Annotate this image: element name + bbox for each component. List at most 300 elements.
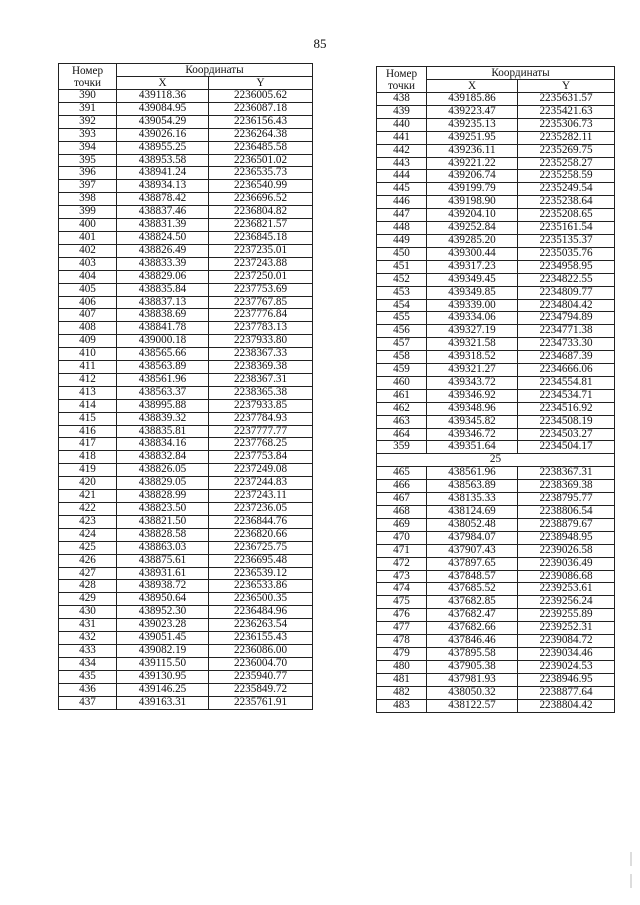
table-row [377, 338, 615, 351]
x-coordinate-cell: 438953.58 [117, 154, 209, 167]
point-number-cell: 422 [59, 503, 117, 516]
x-coordinate-cell: 438561.96 [117, 373, 209, 386]
point-number-cell: 436 [59, 683, 117, 696]
table-row [59, 528, 313, 541]
table-row [377, 583, 615, 596]
point-number-cell: 445 [377, 183, 427, 196]
table-row [377, 673, 615, 686]
x-coordinate-cell: 438122.57 [427, 699, 518, 712]
table-row [59, 128, 313, 141]
x-coordinate-cell: 439204.10 [427, 209, 518, 222]
y-coordinate-cell: 2238806.54 [518, 506, 615, 519]
x-coordinate-cell: 437905.38 [427, 660, 518, 673]
y-coordinate-cell: 2238877.64 [518, 686, 615, 699]
x-coordinate-cell: 439351.64 [427, 441, 518, 454]
y-coordinate-cell: 2237249.08 [209, 464, 313, 477]
table-row [377, 415, 615, 428]
y-coordinate-cell: 2234666.06 [518, 364, 615, 377]
point-number-cell: 481 [377, 673, 427, 686]
point-number-cell: 467 [377, 493, 427, 506]
page-number: 85 [313, 36, 327, 51]
y-coordinate-cell: 2237243.11 [209, 490, 313, 503]
x-coordinate-cell: 439115.50 [117, 657, 209, 670]
y-coordinate-cell: 2236501.02 [209, 154, 313, 167]
table-row [377, 493, 615, 506]
point-number-cell: 447 [377, 209, 427, 222]
point-number-cell: 410 [59, 348, 117, 361]
y-coordinate-cell: 2235208.65 [518, 209, 615, 222]
table-row [377, 660, 615, 673]
x-coordinate-cell: 438952.30 [117, 606, 209, 619]
x-coordinate-cell: 438832.84 [117, 451, 209, 464]
y-coordinate-cell: 2239024.53 [518, 660, 615, 673]
table-row [59, 593, 313, 606]
x-coordinate-cell: 438561.96 [427, 467, 518, 480]
point-number-cell: 432 [59, 632, 117, 645]
point-number-cell: 473 [377, 570, 427, 583]
x-coordinate-cell: 438565.66 [117, 348, 209, 361]
table-row [377, 518, 615, 531]
x-coordinate-cell: 438834.16 [117, 438, 209, 451]
y-coordinate-cell: 2236695.48 [209, 554, 313, 567]
table-row [59, 296, 313, 309]
x-coordinate-cell: 439252.84 [427, 222, 518, 235]
y-coordinate-cell: 2236156.43 [209, 115, 313, 128]
point-number-cell: 424 [59, 528, 117, 541]
table-row [59, 503, 313, 516]
table-row [377, 170, 615, 183]
point-number-cell: 458 [377, 351, 427, 364]
y-coordinate-cell: 2235035.76 [518, 247, 615, 260]
column-header-number [377, 67, 427, 93]
x-coordinate-cell: 438829.05 [117, 477, 209, 490]
point-number-cell: 433 [59, 644, 117, 657]
point-number-cell: 409 [59, 335, 117, 348]
table-row [377, 183, 615, 196]
table-row [377, 325, 615, 338]
y-coordinate-cell: 2239084.72 [518, 635, 615, 648]
table-row [377, 364, 615, 377]
x-coordinate-cell: 439285.20 [427, 234, 518, 247]
x-coordinate-cell: 437682.47 [427, 609, 518, 622]
right-table-separator [377, 454, 615, 467]
y-coordinate-cell: 2236005.62 [209, 90, 313, 103]
point-number-cell: 450 [377, 247, 427, 260]
column-header-x: X [427, 80, 518, 93]
y-coordinate-cell: 2238365.38 [209, 386, 313, 399]
point-number-cell: 435 [59, 670, 117, 683]
y-coordinate-cell: 2237768.25 [209, 438, 313, 451]
column-header-number [59, 64, 117, 90]
y-coordinate-cell: 2234508.19 [518, 415, 615, 428]
point-number-cell: 359 [377, 441, 427, 454]
y-coordinate-cell: 2238795.77 [518, 493, 615, 506]
y-coordinate-cell: 2236845.18 [209, 231, 313, 244]
point-number-cell: 444 [377, 170, 427, 183]
x-coordinate-cell: 439318.52 [427, 351, 518, 364]
x-coordinate-cell: 439199.79 [427, 183, 518, 196]
x-coordinate-cell: 437984.07 [427, 531, 518, 544]
table-row [377, 118, 615, 131]
x-coordinate-cell: 438941.24 [117, 167, 209, 180]
table-row [59, 554, 313, 567]
point-number-cell: 416 [59, 425, 117, 438]
table-row [59, 644, 313, 657]
point-number-cell: 431 [59, 619, 117, 632]
x-coordinate-cell: 438563.37 [117, 386, 209, 399]
x-coordinate-cell: 438826.49 [117, 244, 209, 257]
y-coordinate-cell: 2239255.89 [518, 609, 615, 622]
y-coordinate-cell: 2237250.01 [209, 270, 313, 283]
table-row [59, 309, 313, 322]
y-coordinate-cell: 2235761.91 [209, 696, 313, 709]
point-number-cell: 429 [59, 593, 117, 606]
x-coordinate-cell: 438563.89 [427, 480, 518, 493]
y-coordinate-cell: 2239252.31 [518, 622, 615, 635]
point-number-cell: 408 [59, 322, 117, 335]
x-coordinate-cell: 439023.28 [117, 619, 209, 632]
table-row [377, 351, 615, 364]
table-row [377, 209, 615, 222]
y-coordinate-cell: 2238946.95 [518, 673, 615, 686]
x-coordinate-cell: 438955.25 [117, 141, 209, 154]
table-row [59, 335, 313, 348]
table-row [377, 635, 615, 648]
point-number-cell: 442 [377, 144, 427, 157]
y-coordinate-cell: 2234822.55 [518, 273, 615, 286]
table-row [59, 270, 313, 283]
point-number-cell: 479 [377, 647, 427, 660]
y-coordinate-cell: 2235161.54 [518, 222, 615, 235]
point-number-cell: 451 [377, 260, 427, 273]
x-coordinate-cell: 439236.11 [427, 144, 518, 157]
x-coordinate-cell: 439206.74 [427, 170, 518, 183]
table-row [377, 557, 615, 570]
table-row [377, 467, 615, 480]
y-coordinate-cell: 2237777.77 [209, 425, 313, 438]
y-coordinate-cell: 2236540.99 [209, 180, 313, 193]
table-row [377, 622, 615, 635]
y-coordinate-cell: 2237784.93 [209, 412, 313, 425]
table-row [59, 102, 313, 115]
point-number-cell: 401 [59, 231, 117, 244]
x-coordinate-cell: 438950.64 [117, 593, 209, 606]
table-row [59, 399, 313, 412]
table-row [377, 428, 615, 441]
table-row [59, 580, 313, 593]
x-coordinate-cell: 437981.93 [427, 673, 518, 686]
table-row [377, 596, 615, 609]
x-coordinate-cell: 439346.92 [427, 389, 518, 402]
point-number-cell: 418 [59, 451, 117, 464]
x-coordinate-cell: 438839.32 [117, 412, 209, 425]
x-coordinate-cell: 439118.36 [117, 90, 209, 103]
y-coordinate-cell: 2234809.77 [518, 286, 615, 299]
table-row [59, 696, 313, 709]
point-number-cell: 421 [59, 490, 117, 503]
table-row [377, 273, 615, 286]
y-coordinate-cell: 2235258.27 [518, 157, 615, 170]
point-number-cell: 449 [377, 234, 427, 247]
x-coordinate-cell: 438841.78 [117, 322, 209, 335]
table-row [377, 389, 615, 402]
x-coordinate-cell: 439346.72 [427, 428, 518, 441]
y-coordinate-cell: 2237933.80 [209, 335, 313, 348]
table-row [59, 167, 313, 180]
y-coordinate-cell: 2235631.57 [518, 93, 615, 106]
table-row [377, 441, 615, 454]
x-coordinate-cell: 438823.50 [117, 503, 209, 516]
table-row [59, 373, 313, 386]
y-coordinate-cell: 2237235.01 [209, 244, 313, 257]
x-coordinate-cell: 438824.50 [117, 231, 209, 244]
table-row [59, 361, 313, 374]
point-number-cell: 420 [59, 477, 117, 490]
table-row [377, 686, 615, 699]
table-row [59, 632, 313, 645]
y-coordinate-cell: 2236500.35 [209, 593, 313, 606]
y-coordinate-cell: 2237783.13 [209, 322, 313, 335]
table-row [377, 105, 615, 118]
table-row [377, 544, 615, 557]
point-number-cell: 462 [377, 402, 427, 415]
column-header-coordinates: Координаты [117, 64, 313, 77]
table-row [59, 515, 313, 528]
x-coordinate-cell: 437685.52 [427, 583, 518, 596]
table-row [377, 131, 615, 144]
point-number-cell: 483 [377, 699, 427, 712]
table-row [59, 244, 313, 257]
x-coordinate-cell: 439221.22 [427, 157, 518, 170]
y-coordinate-cell: 2236264.38 [209, 128, 313, 141]
point-number-cell: 403 [59, 257, 117, 270]
table-row [377, 260, 615, 273]
table-row [59, 206, 313, 219]
y-coordinate-cell: 2238367.31 [209, 373, 313, 386]
x-coordinate-cell: 439146.25 [117, 683, 209, 696]
point-number-cell: 440 [377, 118, 427, 131]
y-coordinate-cell: 2234958.95 [518, 260, 615, 273]
y-coordinate-cell: 2234503.27 [518, 428, 615, 441]
table-row [377, 570, 615, 583]
point-number-cell: 390 [59, 90, 117, 103]
point-number-cell: 417 [59, 438, 117, 451]
x-coordinate-cell: 437907.43 [427, 544, 518, 557]
y-coordinate-cell: 2238948.95 [518, 531, 615, 544]
header-number-line1: Номер [385, 67, 418, 80]
point-number-cell: 397 [59, 180, 117, 193]
y-coordinate-cell: 2236485.58 [209, 141, 313, 154]
y-coordinate-cell: 2238367.33 [209, 348, 313, 361]
point-number-cell: 412 [59, 373, 117, 386]
table-row [59, 567, 313, 580]
point-number-cell: 455 [377, 312, 427, 325]
point-number-cell: 425 [59, 541, 117, 554]
x-coordinate-cell: 439082.19 [117, 644, 209, 657]
point-number-cell: 439 [377, 105, 427, 118]
y-coordinate-cell: 2234771.38 [518, 325, 615, 338]
table-row [59, 141, 313, 154]
x-coordinate-cell: 437682.85 [427, 596, 518, 609]
table-row [59, 283, 313, 296]
point-number-cell: 438 [377, 93, 427, 106]
x-coordinate-cell: 438863.03 [117, 541, 209, 554]
y-coordinate-cell: 2239086.68 [518, 570, 615, 583]
table-row [59, 670, 313, 683]
y-coordinate-cell: 2235282.11 [518, 131, 615, 144]
y-coordinate-cell: 2237753.69 [209, 283, 313, 296]
table-row [59, 193, 313, 206]
x-coordinate-cell: 439345.82 [427, 415, 518, 428]
table-row [377, 234, 615, 247]
point-number-cell: 441 [377, 131, 427, 144]
point-number-cell: 452 [377, 273, 427, 286]
point-number-cell: 427 [59, 567, 117, 580]
header-number-line2: точки [73, 76, 102, 89]
point-number-cell: 446 [377, 196, 427, 209]
table-row [59, 231, 313, 244]
table-row [59, 412, 313, 425]
x-coordinate-cell: 439198.90 [427, 196, 518, 209]
table-row [377, 531, 615, 544]
x-coordinate-cell: 438124.69 [427, 506, 518, 519]
y-coordinate-cell: 2235940.77 [209, 670, 313, 683]
scan-edge-mark [630, 874, 632, 888]
y-coordinate-cell: 2236087.18 [209, 102, 313, 115]
x-coordinate-cell: 439321.27 [427, 364, 518, 377]
point-number-cell: 399 [59, 206, 117, 219]
table-row [59, 154, 313, 167]
x-coordinate-cell: 439026.16 [117, 128, 209, 141]
y-coordinate-cell: 2237753.84 [209, 451, 313, 464]
x-coordinate-cell: 438878.42 [117, 193, 209, 206]
x-coordinate-cell: 439343.72 [427, 376, 518, 389]
x-coordinate-cell: 439349.45 [427, 273, 518, 286]
y-coordinate-cell: 2237244.83 [209, 477, 313, 490]
table-row [59, 425, 313, 438]
x-coordinate-cell: 439348.96 [427, 402, 518, 415]
table-row [377, 144, 615, 157]
point-number-cell: 434 [59, 657, 117, 670]
x-coordinate-cell: 438838.69 [117, 309, 209, 322]
table-row [377, 376, 615, 389]
y-coordinate-cell: 2238879.67 [518, 518, 615, 531]
point-number-cell: 393 [59, 128, 117, 141]
x-coordinate-cell: 439054.29 [117, 115, 209, 128]
point-number-cell: 459 [377, 364, 427, 377]
header-number-line2: точки [387, 79, 416, 92]
y-coordinate-cell: 2235249.54 [518, 183, 615, 196]
table-row [59, 464, 313, 477]
x-coordinate-cell: 439251.95 [427, 131, 518, 144]
y-coordinate-cell: 2236820.66 [209, 528, 313, 541]
x-coordinate-cell: 439130.95 [117, 670, 209, 683]
point-number-cell: 407 [59, 309, 117, 322]
point-number-cell: 466 [377, 480, 427, 493]
y-coordinate-cell: 2237776.84 [209, 309, 313, 322]
point-number-cell: 391 [59, 102, 117, 115]
point-number-cell: 464 [377, 428, 427, 441]
x-coordinate-cell: 439349.85 [427, 286, 518, 299]
table-row [59, 257, 313, 270]
table-row [59, 657, 313, 670]
y-coordinate-cell: 2236696.52 [209, 193, 313, 206]
x-coordinate-cell: 437682.66 [427, 622, 518, 635]
x-coordinate-cell: 438563.89 [117, 361, 209, 374]
right-table-body-first [377, 93, 615, 454]
coordinates-table-right [376, 66, 615, 713]
point-number-cell: 463 [377, 415, 427, 428]
x-coordinate-cell: 439185.86 [427, 93, 518, 106]
y-coordinate-cell: 2235421.63 [518, 105, 615, 118]
y-coordinate-cell: 2238804.42 [518, 699, 615, 712]
point-number-cell: 480 [377, 660, 427, 673]
y-coordinate-cell: 2234687.39 [518, 351, 615, 364]
y-coordinate-cell: 2236155.43 [209, 632, 313, 645]
point-number-cell: 443 [377, 157, 427, 170]
x-coordinate-cell: 438837.13 [117, 296, 209, 309]
point-number-cell: 419 [59, 464, 117, 477]
x-coordinate-cell: 439235.13 [427, 118, 518, 131]
point-number-cell: 448 [377, 222, 427, 235]
point-number-cell: 400 [59, 219, 117, 232]
x-coordinate-cell: 438875.61 [117, 554, 209, 567]
point-number-cell: 396 [59, 167, 117, 180]
x-coordinate-cell: 439317.23 [427, 260, 518, 273]
y-coordinate-cell: 2234504.17 [518, 441, 615, 454]
x-coordinate-cell: 438135.33 [427, 493, 518, 506]
point-number-cell: 415 [59, 412, 117, 425]
x-coordinate-cell: 438828.58 [117, 528, 209, 541]
y-coordinate-cell: 2239034.46 [518, 647, 615, 660]
y-coordinate-cell: 2238369.38 [518, 480, 615, 493]
point-number-cell: 405 [59, 283, 117, 296]
table-row [59, 438, 313, 451]
point-number-cell: 474 [377, 583, 427, 596]
table-row [377, 312, 615, 325]
section-separator-label: 25 [377, 454, 615, 467]
x-coordinate-cell: 439163.31 [117, 696, 209, 709]
y-coordinate-cell: 2238367.31 [518, 467, 615, 480]
y-coordinate-cell: 2239026.58 [518, 544, 615, 557]
x-coordinate-cell: 439000.18 [117, 335, 209, 348]
y-coordinate-cell: 2236533.86 [209, 580, 313, 593]
point-number-cell: 404 [59, 270, 117, 283]
point-number-cell: 475 [377, 596, 427, 609]
point-number-cell: 411 [59, 361, 117, 374]
x-coordinate-cell: 438050.32 [427, 686, 518, 699]
point-number-cell: 413 [59, 386, 117, 399]
point-number-cell: 395 [59, 154, 117, 167]
column-header-y: Y [518, 80, 615, 93]
y-coordinate-cell: 2236535.73 [209, 167, 313, 180]
y-coordinate-cell: 2236821.57 [209, 219, 313, 232]
point-number-cell: 437 [59, 696, 117, 709]
x-coordinate-cell: 438828.99 [117, 490, 209, 503]
table-row [59, 541, 313, 554]
point-number-cell: 471 [377, 544, 427, 557]
point-number-cell: 414 [59, 399, 117, 412]
table-row [377, 196, 615, 209]
table-row [377, 402, 615, 415]
y-coordinate-cell: 2236539.12 [209, 567, 313, 580]
point-number-cell: 457 [377, 338, 427, 351]
column-header-x: X [117, 77, 209, 90]
point-number-cell: 476 [377, 609, 427, 622]
y-coordinate-cell: 2235238.64 [518, 196, 615, 209]
table-row [377, 480, 615, 493]
table-row [59, 90, 313, 103]
